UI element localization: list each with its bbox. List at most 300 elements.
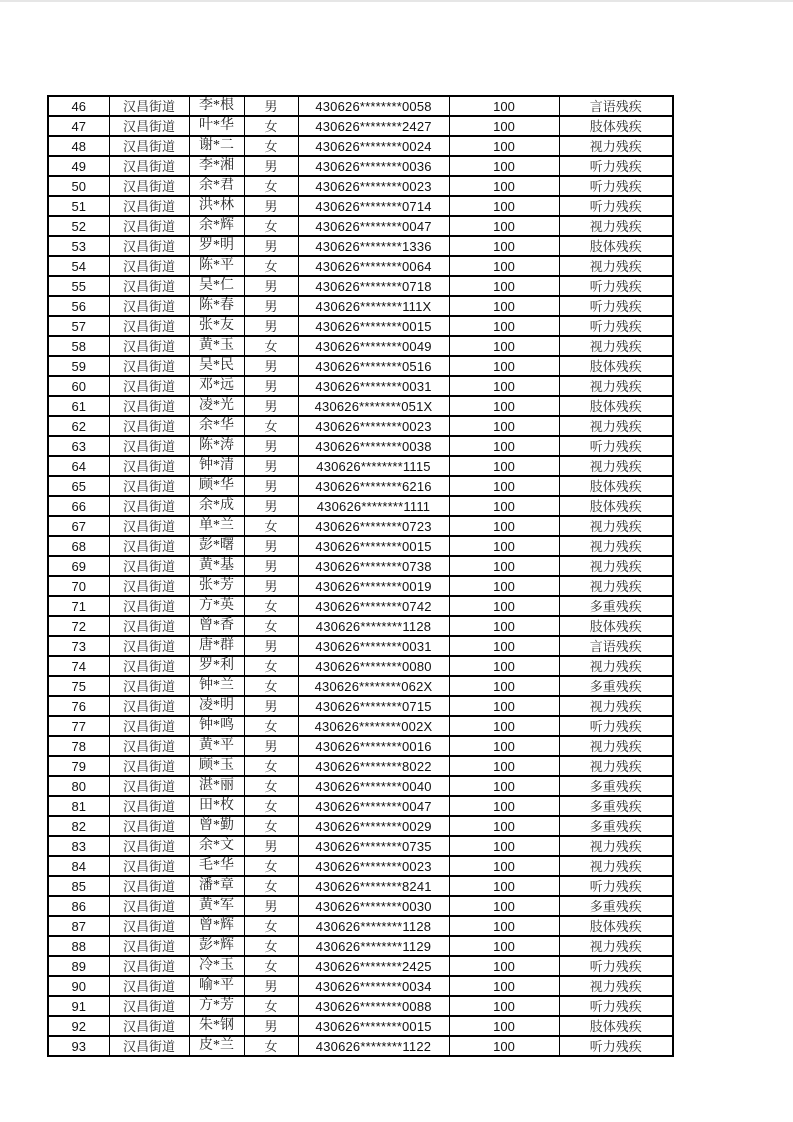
- id-number-cell: 430626********0038: [298, 436, 449, 456]
- disability-type-cell: 多重残疾: [559, 896, 673, 916]
- disability-type-cell: 视力残疾: [559, 936, 673, 956]
- name-cell: 余*辉: [189, 216, 244, 236]
- disability-type-cell: 听力残疾: [559, 296, 673, 316]
- gender-cell: 男: [244, 636, 298, 656]
- row-number-cell: 84: [48, 856, 109, 876]
- gender-cell: 女: [244, 936, 298, 956]
- table-row: [48, 956, 673, 976]
- amount-cell: 100: [449, 436, 559, 456]
- gender-cell: 男: [244, 896, 298, 916]
- amount-cell: 100: [449, 136, 559, 156]
- disability-type-cell: 听力残疾: [559, 1036, 673, 1056]
- disability-type-cell: 视力残疾: [559, 376, 673, 396]
- disability-type-cell: 视力残疾: [559, 656, 673, 676]
- row-number-cell: 57: [48, 316, 109, 336]
- amount-cell: 100: [449, 656, 559, 676]
- amount-cell: 100: [449, 856, 559, 876]
- name-cell: 黄*军: [189, 896, 244, 916]
- table-row: [48, 1016, 673, 1036]
- gender-cell: 男: [244, 496, 298, 516]
- gender-cell: 男: [244, 356, 298, 376]
- name-cell: 余*成: [189, 496, 244, 516]
- row-number-cell: 90: [48, 976, 109, 996]
- amount-cell: 100: [449, 916, 559, 936]
- id-number-cell: 430626********0064: [298, 256, 449, 276]
- row-number-cell: 59: [48, 356, 109, 376]
- id-number-cell: 430626********1128: [298, 916, 449, 936]
- amount-cell: 100: [449, 156, 559, 176]
- name-cell: 张*友: [189, 316, 244, 336]
- disability-type-cell: 视力残疾: [559, 856, 673, 876]
- disability-type-cell: 多重残疾: [559, 816, 673, 836]
- table-row: [48, 176, 673, 196]
- table-row: [48, 196, 673, 216]
- row-number-cell: 72: [48, 616, 109, 636]
- gender-cell: 女: [244, 776, 298, 796]
- amount-cell: 100: [449, 96, 559, 116]
- table-row: [48, 936, 673, 956]
- id-number-cell: 430626********111X: [298, 296, 449, 316]
- street-cell: 汉昌街道: [109, 656, 189, 676]
- disability-type-cell: 肢体残疾: [559, 396, 673, 416]
- disability-type-cell: 听力残疾: [559, 196, 673, 216]
- name-cell: 单*兰: [189, 516, 244, 536]
- id-number-cell: 430626********0031: [298, 376, 449, 396]
- disability-type-cell: 视力残疾: [559, 336, 673, 356]
- street-cell: 汉昌街道: [109, 216, 189, 236]
- table-row: [48, 856, 673, 876]
- gender-cell: 女: [244, 676, 298, 696]
- id-number-cell: 430626********0742: [298, 596, 449, 616]
- name-cell: 陈*涛: [189, 436, 244, 456]
- street-cell: 汉昌街道: [109, 416, 189, 436]
- disability-type-cell: 肢体残疾: [559, 116, 673, 136]
- id-number-cell: 430626********0058: [298, 96, 449, 116]
- table-row: [48, 576, 673, 596]
- amount-cell: 100: [449, 876, 559, 896]
- disability-type-cell: 视力残疾: [559, 976, 673, 996]
- disability-type-cell: 肢体残疾: [559, 476, 673, 496]
- row-number-cell: 49: [48, 156, 109, 176]
- gender-cell: 男: [244, 536, 298, 556]
- name-cell: 吴*民: [189, 356, 244, 376]
- row-number-cell: 91: [48, 996, 109, 1016]
- gender-cell: 女: [244, 596, 298, 616]
- gender-cell: 女: [244, 116, 298, 136]
- gender-cell: 男: [244, 316, 298, 336]
- street-cell: 汉昌街道: [109, 616, 189, 636]
- row-number-cell: 64: [48, 456, 109, 476]
- row-number-cell: 75: [48, 676, 109, 696]
- gender-cell: 女: [244, 656, 298, 676]
- row-number-cell: 62: [48, 416, 109, 436]
- street-cell: 汉昌街道: [109, 936, 189, 956]
- table-row: [48, 616, 673, 636]
- table-row: [48, 536, 673, 556]
- disability-type-cell: 视力残疾: [559, 736, 673, 756]
- id-number-cell: 430626********0023: [298, 416, 449, 436]
- row-number-cell: 56: [48, 296, 109, 316]
- gender-cell: 男: [244, 296, 298, 316]
- amount-cell: 100: [449, 976, 559, 996]
- name-cell: 叶*华: [189, 116, 244, 136]
- street-cell: 汉昌街道: [109, 456, 189, 476]
- id-number-cell: 430626********1129: [298, 936, 449, 956]
- name-cell: 黄*平: [189, 736, 244, 756]
- id-number-cell: 430626********0718: [298, 276, 449, 296]
- street-cell: 汉昌街道: [109, 636, 189, 656]
- table-row: [48, 416, 673, 436]
- street-cell: 汉昌街道: [109, 716, 189, 736]
- name-cell: 钟*兰: [189, 676, 244, 696]
- table-row: [48, 476, 673, 496]
- row-number-cell: 80: [48, 776, 109, 796]
- street-cell: 汉昌街道: [109, 536, 189, 556]
- id-number-cell: 430626********0735: [298, 836, 449, 856]
- row-number-cell: 66: [48, 496, 109, 516]
- id-number-cell: 430626********2427: [298, 116, 449, 136]
- name-cell: 钟*鸣: [189, 716, 244, 736]
- disability-type-cell: 听力残疾: [559, 156, 673, 176]
- name-cell: 陈*平: [189, 256, 244, 276]
- name-cell: 彭*辉: [189, 936, 244, 956]
- id-number-cell: 430626********6216: [298, 476, 449, 496]
- row-number-cell: 76: [48, 696, 109, 716]
- table-row: [48, 376, 673, 396]
- name-cell: 田*枚: [189, 796, 244, 816]
- table-row: [48, 136, 673, 156]
- disability-type-cell: 听力残疾: [559, 876, 673, 896]
- row-number-cell: 60: [48, 376, 109, 396]
- id-number-cell: 430626********1111: [298, 496, 449, 516]
- row-number-cell: 77: [48, 716, 109, 736]
- id-number-cell: 430626********0040: [298, 776, 449, 796]
- street-cell: 汉昌街道: [109, 856, 189, 876]
- id-number-cell: 430626********0080: [298, 656, 449, 676]
- name-cell: 钟*清: [189, 456, 244, 476]
- row-number-cell: 83: [48, 836, 109, 856]
- street-cell: 汉昌街道: [109, 116, 189, 136]
- street-cell: 汉昌街道: [109, 356, 189, 376]
- amount-cell: 100: [449, 396, 559, 416]
- id-number-cell: 430626********1128: [298, 616, 449, 636]
- amount-cell: 100: [449, 256, 559, 276]
- row-number-cell: 46: [48, 96, 109, 116]
- gender-cell: 女: [244, 756, 298, 776]
- row-number-cell: 58: [48, 336, 109, 356]
- street-cell: 汉昌街道: [109, 376, 189, 396]
- gender-cell: 男: [244, 156, 298, 176]
- row-number-cell: 53: [48, 236, 109, 256]
- disability-type-cell: 听力残疾: [559, 276, 673, 296]
- row-number-cell: 70: [48, 576, 109, 596]
- street-cell: 汉昌街道: [109, 816, 189, 836]
- row-number-cell: 65: [48, 476, 109, 496]
- table-row: [48, 996, 673, 1016]
- street-cell: 汉昌街道: [109, 1016, 189, 1036]
- amount-cell: 100: [449, 756, 559, 776]
- amount-cell: 100: [449, 896, 559, 916]
- street-cell: 汉昌街道: [109, 696, 189, 716]
- row-number-cell: 93: [48, 1036, 109, 1056]
- amount-cell: 100: [449, 196, 559, 216]
- gender-cell: 女: [244, 416, 298, 436]
- name-cell: 喻*平: [189, 976, 244, 996]
- row-number-cell: 63: [48, 436, 109, 456]
- id-number-cell: 430626********0714: [298, 196, 449, 216]
- gender-cell: 女: [244, 796, 298, 816]
- id-number-cell: 430626********2425: [298, 956, 449, 976]
- street-cell: 汉昌街道: [109, 916, 189, 936]
- name-cell: 黄*玉: [189, 336, 244, 356]
- gender-cell: 女: [244, 876, 298, 896]
- amount-cell: 100: [449, 316, 559, 336]
- name-cell: 皮*兰: [189, 1036, 244, 1056]
- gender-cell: 女: [244, 716, 298, 736]
- id-number-cell: 430626********1122: [298, 1036, 449, 1056]
- name-cell: 余*华: [189, 416, 244, 436]
- table-row: [48, 776, 673, 796]
- name-cell: 凌*光: [189, 396, 244, 416]
- page-top-edge: [0, 0, 793, 2]
- name-cell: 方*英: [189, 596, 244, 616]
- id-number-cell: 430626********0023: [298, 856, 449, 876]
- id-number-cell: 430626********062X: [298, 676, 449, 696]
- name-cell: 顾*玉: [189, 756, 244, 776]
- row-number-cell: 86: [48, 896, 109, 916]
- table-row: [48, 256, 673, 276]
- id-number-cell: 430626********0030: [298, 896, 449, 916]
- name-cell: 余*君: [189, 176, 244, 196]
- amount-cell: 100: [449, 356, 559, 376]
- id-number-cell: 430626********0036: [298, 156, 449, 176]
- row-number-cell: 68: [48, 536, 109, 556]
- amount-cell: 100: [449, 716, 559, 736]
- street-cell: 汉昌街道: [109, 476, 189, 496]
- gender-cell: 女: [244, 1036, 298, 1056]
- gender-cell: 女: [244, 336, 298, 356]
- street-cell: 汉昌街道: [109, 176, 189, 196]
- disability-type-cell: 听力残疾: [559, 996, 673, 1016]
- gender-cell: 女: [244, 816, 298, 836]
- name-cell: 曾*勤: [189, 816, 244, 836]
- disability-type-cell: 肢体残疾: [559, 236, 673, 256]
- gender-cell: 男: [244, 236, 298, 256]
- amount-cell: 100: [449, 1016, 559, 1036]
- amount-cell: 100: [449, 516, 559, 536]
- table-row: [48, 916, 673, 936]
- disability-type-cell: 视力残疾: [559, 456, 673, 476]
- gender-cell: 男: [244, 436, 298, 456]
- gender-cell: 女: [244, 616, 298, 636]
- id-number-cell: 430626********1336: [298, 236, 449, 256]
- disability-type-cell: 多重残疾: [559, 776, 673, 796]
- table-row: [48, 656, 673, 676]
- street-cell: 汉昌街道: [109, 1036, 189, 1056]
- disability-type-cell: 听力残疾: [559, 176, 673, 196]
- amount-cell: 100: [449, 296, 559, 316]
- row-number-cell: 50: [48, 176, 109, 196]
- table-row: [48, 836, 673, 856]
- name-cell: 谢*二: [189, 136, 244, 156]
- disability-type-cell: 多重残疾: [559, 676, 673, 696]
- disability-type-cell: 视力残疾: [559, 536, 673, 556]
- id-number-cell: 430626********0715: [298, 696, 449, 716]
- amount-cell: 100: [449, 276, 559, 296]
- gender-cell: 女: [244, 136, 298, 156]
- gender-cell: 男: [244, 976, 298, 996]
- name-cell: 余*文: [189, 836, 244, 856]
- street-cell: 汉昌街道: [109, 976, 189, 996]
- id-number-cell: 430626********051X: [298, 396, 449, 416]
- table-row: [48, 276, 673, 296]
- name-cell: 曾*香: [189, 616, 244, 636]
- id-number-cell: 430626********0723: [298, 516, 449, 536]
- name-cell: 邓*远: [189, 376, 244, 396]
- amount-cell: 100: [449, 496, 559, 516]
- disability-type-cell: 视力残疾: [559, 576, 673, 596]
- disability-type-cell: 肢体残疾: [559, 1016, 673, 1036]
- table-row: [48, 876, 673, 896]
- disability-type-cell: 视力残疾: [559, 836, 673, 856]
- row-number-cell: 73: [48, 636, 109, 656]
- table-row: [48, 556, 673, 576]
- street-cell: 汉昌街道: [109, 576, 189, 596]
- amount-cell: 100: [449, 416, 559, 436]
- amount-cell: 100: [449, 596, 559, 616]
- row-number-cell: 78: [48, 736, 109, 756]
- name-cell: 凌*明: [189, 696, 244, 716]
- disability-type-cell: 听力残疾: [559, 316, 673, 336]
- table-row: [48, 696, 673, 716]
- name-cell: 黄*基: [189, 556, 244, 576]
- row-number-cell: 67: [48, 516, 109, 536]
- disability-type-cell: 言语残疾: [559, 636, 673, 656]
- table-row: [48, 1036, 673, 1056]
- name-cell: 湛*丽: [189, 776, 244, 796]
- disability-type-cell: 视力残疾: [559, 516, 673, 536]
- id-number-cell: 430626********002X: [298, 716, 449, 736]
- table-row: [48, 516, 673, 536]
- disability-type-cell: 视力残疾: [559, 556, 673, 576]
- table-row: [48, 596, 673, 616]
- gender-cell: 女: [244, 956, 298, 976]
- amount-cell: 100: [449, 996, 559, 1016]
- disability-type-cell: 多重残疾: [559, 596, 673, 616]
- table-row: [48, 636, 673, 656]
- amount-cell: 100: [449, 576, 559, 596]
- disability-type-cell: 肢体残疾: [559, 616, 673, 636]
- id-number-cell: 430626********0738: [298, 556, 449, 576]
- table-row: [48, 676, 673, 696]
- id-number-cell: 430626********0016: [298, 736, 449, 756]
- disability-type-cell: 肢体残疾: [559, 496, 673, 516]
- row-number-cell: 82: [48, 816, 109, 836]
- id-number-cell: 430626********8241: [298, 876, 449, 896]
- disability-type-cell: 视力残疾: [559, 416, 673, 436]
- gender-cell: 男: [244, 1016, 298, 1036]
- id-number-cell: 430626********0034: [298, 976, 449, 996]
- amount-cell: 100: [449, 636, 559, 656]
- gender-cell: 男: [244, 556, 298, 576]
- table-row: [48, 976, 673, 996]
- street-cell: 汉昌街道: [109, 796, 189, 816]
- street-cell: 汉昌街道: [109, 196, 189, 216]
- row-number-cell: 61: [48, 396, 109, 416]
- gender-cell: 女: [244, 916, 298, 936]
- row-number-cell: 87: [48, 916, 109, 936]
- row-number-cell: 92: [48, 1016, 109, 1036]
- name-cell: 潘*章: [189, 876, 244, 896]
- amount-cell: 100: [449, 816, 559, 836]
- gender-cell: 男: [244, 376, 298, 396]
- street-cell: 汉昌街道: [109, 256, 189, 276]
- gender-cell: 男: [244, 736, 298, 756]
- gender-cell: 男: [244, 836, 298, 856]
- row-number-cell: 79: [48, 756, 109, 776]
- amount-cell: 100: [449, 1036, 559, 1056]
- id-number-cell: 430626********0015: [298, 1016, 449, 1036]
- name-cell: 李*根: [189, 96, 244, 116]
- id-number-cell: 430626********0049: [298, 336, 449, 356]
- amount-cell: 100: [449, 836, 559, 856]
- gender-cell: 男: [244, 576, 298, 596]
- row-number-cell: 47: [48, 116, 109, 136]
- street-cell: 汉昌街道: [109, 96, 189, 116]
- street-cell: 汉昌街道: [109, 136, 189, 156]
- gender-cell: 女: [244, 996, 298, 1016]
- table-row: [48, 756, 673, 776]
- amount-cell: 100: [449, 336, 559, 356]
- name-cell: 罗*利: [189, 656, 244, 676]
- amount-cell: 100: [449, 676, 559, 696]
- amount-cell: 100: [449, 376, 559, 396]
- id-number-cell: 430626********0019: [298, 576, 449, 596]
- disability-type-cell: 视力残疾: [559, 696, 673, 716]
- street-cell: 汉昌街道: [109, 236, 189, 256]
- id-number-cell: 430626********0047: [298, 796, 449, 816]
- name-cell: 毛*华: [189, 856, 244, 876]
- id-number-cell: 430626********0516: [298, 356, 449, 376]
- gender-cell: 男: [244, 196, 298, 216]
- name-cell: 方*芳: [189, 996, 244, 1016]
- street-cell: 汉昌街道: [109, 876, 189, 896]
- disability-type-cell: 视力残疾: [559, 136, 673, 156]
- row-number-cell: 55: [48, 276, 109, 296]
- street-cell: 汉昌街道: [109, 296, 189, 316]
- table-body: [48, 96, 673, 1056]
- amount-cell: 100: [449, 796, 559, 816]
- gender-cell: 男: [244, 696, 298, 716]
- row-number-cell: 52: [48, 216, 109, 236]
- disability-type-cell: 听力残疾: [559, 716, 673, 736]
- row-number-cell: 85: [48, 876, 109, 896]
- amount-cell: 100: [449, 556, 559, 576]
- disability-type-cell: 多重残疾: [559, 796, 673, 816]
- name-cell: 洪*林: [189, 196, 244, 216]
- id-number-cell: 430626********0023: [298, 176, 449, 196]
- table-row: [48, 396, 673, 416]
- street-cell: 汉昌街道: [109, 396, 189, 416]
- street-cell: 汉昌街道: [109, 436, 189, 456]
- street-cell: 汉昌街道: [109, 556, 189, 576]
- street-cell: 汉昌街道: [109, 596, 189, 616]
- table-row: [48, 816, 673, 836]
- name-cell: 朱*钢: [189, 1016, 244, 1036]
- disability-type-cell: 肢体残疾: [559, 356, 673, 376]
- id-number-cell: 430626********1115: [298, 456, 449, 476]
- amount-cell: 100: [449, 456, 559, 476]
